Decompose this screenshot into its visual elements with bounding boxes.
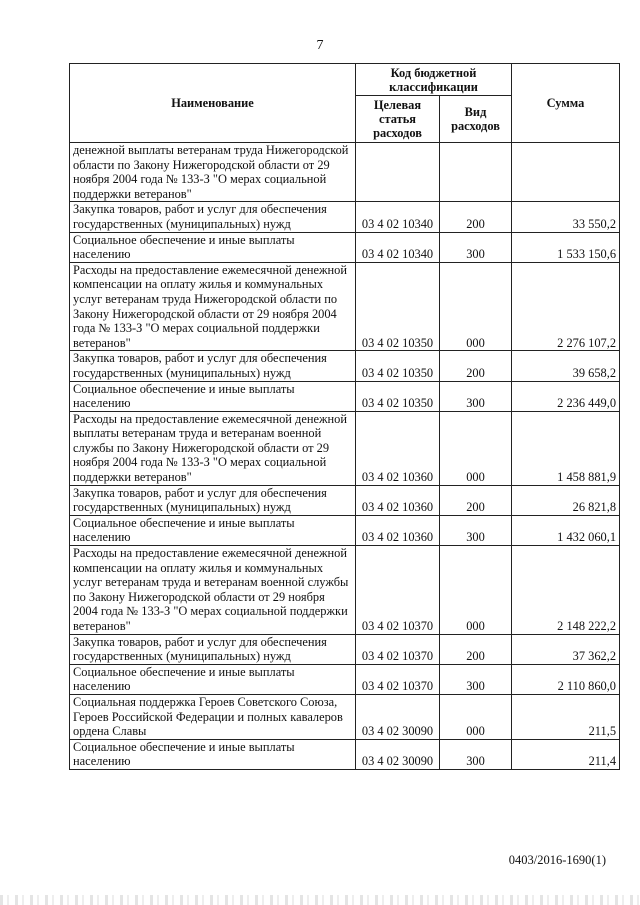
row-amount: 2 110 860,0 xyxy=(512,664,620,694)
table-header xyxy=(70,64,620,143)
row-target-article: 03 4 02 10340 xyxy=(356,202,440,232)
row-name: Закупка товаров, работ и услуг для обеспечения государственных (муниципальных) нужд xyxy=(70,351,356,381)
row-target-article: 03 4 02 10370 xyxy=(356,664,440,694)
row-target-article: 03 4 02 10340 xyxy=(356,232,440,262)
table-row xyxy=(70,411,620,485)
table-row xyxy=(70,232,620,262)
row-amount: 33 550,2 xyxy=(512,202,620,232)
row-name: Закупка товаров, работ и услуг для обеспечения государственных (муниципальных) нужд xyxy=(70,634,356,664)
row-name: Закупка товаров, работ и услуг для обеспечения государственных (муниципальных) нужд xyxy=(70,202,356,232)
header-name: Наименование xyxy=(70,64,356,143)
row-target-article: 03 4 02 10350 xyxy=(356,351,440,381)
row-target-article: 03 4 02 10360 xyxy=(356,515,440,545)
row-expense-type: 200 xyxy=(440,351,512,381)
row-amount: 211,4 xyxy=(512,739,620,769)
row-target-article: 03 4 02 10350 xyxy=(356,381,440,411)
row-expense-type: 000 xyxy=(440,262,512,351)
row-name: Расходы на предоставление ежемесячной денежной выплаты ветеранам труда и ветеранам военной службы по Закону Нижегородской области от 29 ноября 2004 года № 133-З "О мерах социальной поддержки ветеранов" xyxy=(70,411,356,485)
document-code: 0403/2016-1690(1) xyxy=(508,853,606,867)
row-expense-type: 200 xyxy=(440,634,512,664)
table-row xyxy=(70,739,620,769)
table-row xyxy=(70,262,620,351)
row-target-article: 03 4 02 30090 xyxy=(356,694,440,739)
table-row xyxy=(70,694,620,739)
row-expense-type: 300 xyxy=(440,515,512,545)
table-row xyxy=(70,351,620,381)
row-name: Социальное обеспечение и иные выплаты населению xyxy=(70,515,356,545)
row-name: денежной выплаты ветеранам труда Нижегородской области по Закону Нижегородской области от 29 ноября 2004 года № 133-З "О мерах социальной поддержки ветеранов" xyxy=(70,143,356,202)
budget-table xyxy=(69,63,620,770)
row-amount: 211,5 xyxy=(512,694,620,739)
header-amount: Сумма xyxy=(512,64,620,143)
table-row xyxy=(70,634,620,664)
row-target-article xyxy=(356,143,440,202)
row-target-article: 03 4 02 10360 xyxy=(356,485,440,515)
row-amount: 37 362,2 xyxy=(512,634,620,664)
row-target-article: 03 4 02 30090 xyxy=(356,739,440,769)
row-name: Социальное обеспечение и иные выплаты населению xyxy=(70,739,356,769)
row-name: Социальная поддержка Героев Советского Союза, Героев Российской Федерации и полных кавалеров ордена Славы xyxy=(70,694,356,739)
row-amount xyxy=(512,143,620,202)
row-expense-type: 000 xyxy=(440,411,512,485)
row-expense-type: 200 xyxy=(440,202,512,232)
table-row xyxy=(70,485,620,515)
row-amount: 39 658,2 xyxy=(512,351,620,381)
row-expense-type: 300 xyxy=(440,232,512,262)
row-amount: 2 236 449,0 xyxy=(512,381,620,411)
row-name: Расходы на предоставление ежемесячной денежной компенсации на оплату жилья и коммунальных услуг ветеранам труда и ветеранам военной службы по Закону Нижегородской области от 29 ноября 2004 года № 133-З "О мерах социальной поддержки ветеранов" xyxy=(70,546,356,635)
table-row xyxy=(70,546,620,635)
row-expense-type: 300 xyxy=(440,664,512,694)
header-code-group: Код бюджетной классификации xyxy=(356,64,512,96)
row-amount: 26 821,8 xyxy=(512,485,620,515)
row-expense-type: 300 xyxy=(440,739,512,769)
table-row xyxy=(70,202,620,232)
table-row xyxy=(70,515,620,545)
row-expense-type: 000 xyxy=(440,694,512,739)
row-target-article: 03 4 02 10360 xyxy=(356,411,440,485)
row-amount: 2 148 222,2 xyxy=(512,546,620,635)
row-name: Закупка товаров, работ и услуг для обеспечения государственных (муниципальных) нужд xyxy=(70,485,356,515)
table-row xyxy=(70,143,620,202)
row-target-article: 03 4 02 10370 xyxy=(356,546,440,635)
row-target-article: 03 4 02 10350 xyxy=(356,262,440,351)
row-expense-type: 200 xyxy=(440,485,512,515)
row-name: Социальное обеспечение и иные выплаты населению xyxy=(70,664,356,694)
row-amount: 1 533 150,6 xyxy=(512,232,620,262)
row-expense-type xyxy=(440,143,512,202)
row-expense-type: 300 xyxy=(440,381,512,411)
row-name: Социальное обеспечение и иные выплаты населению xyxy=(70,381,356,411)
row-amount: 2 276 107,2 xyxy=(512,262,620,351)
row-name: Расходы на предоставление ежемесячной денежной компенсации на оплату жилья и коммунальных услуг ветеранам труда Нижегородской области по Закону Нижегородской области от 29 ноября 2004 года № 133-З "О мерах социальной поддержки ветеранов" xyxy=(70,262,356,351)
header-expense-type: Вид расходов xyxy=(440,96,512,143)
page-number: 7 xyxy=(316,38,324,53)
row-target-article: 03 4 02 10370 xyxy=(356,634,440,664)
header-target-article: Целевая статья расходов xyxy=(356,96,440,143)
table-row xyxy=(70,664,620,694)
table-row xyxy=(70,381,620,411)
row-amount: 1 432 060,1 xyxy=(512,515,620,545)
row-amount: 1 458 881,9 xyxy=(512,411,620,485)
scan-edge-artifact xyxy=(0,895,640,905)
row-expense-type: 000 xyxy=(440,546,512,635)
row-name: Социальное обеспечение и иные выплаты населению xyxy=(70,232,356,262)
